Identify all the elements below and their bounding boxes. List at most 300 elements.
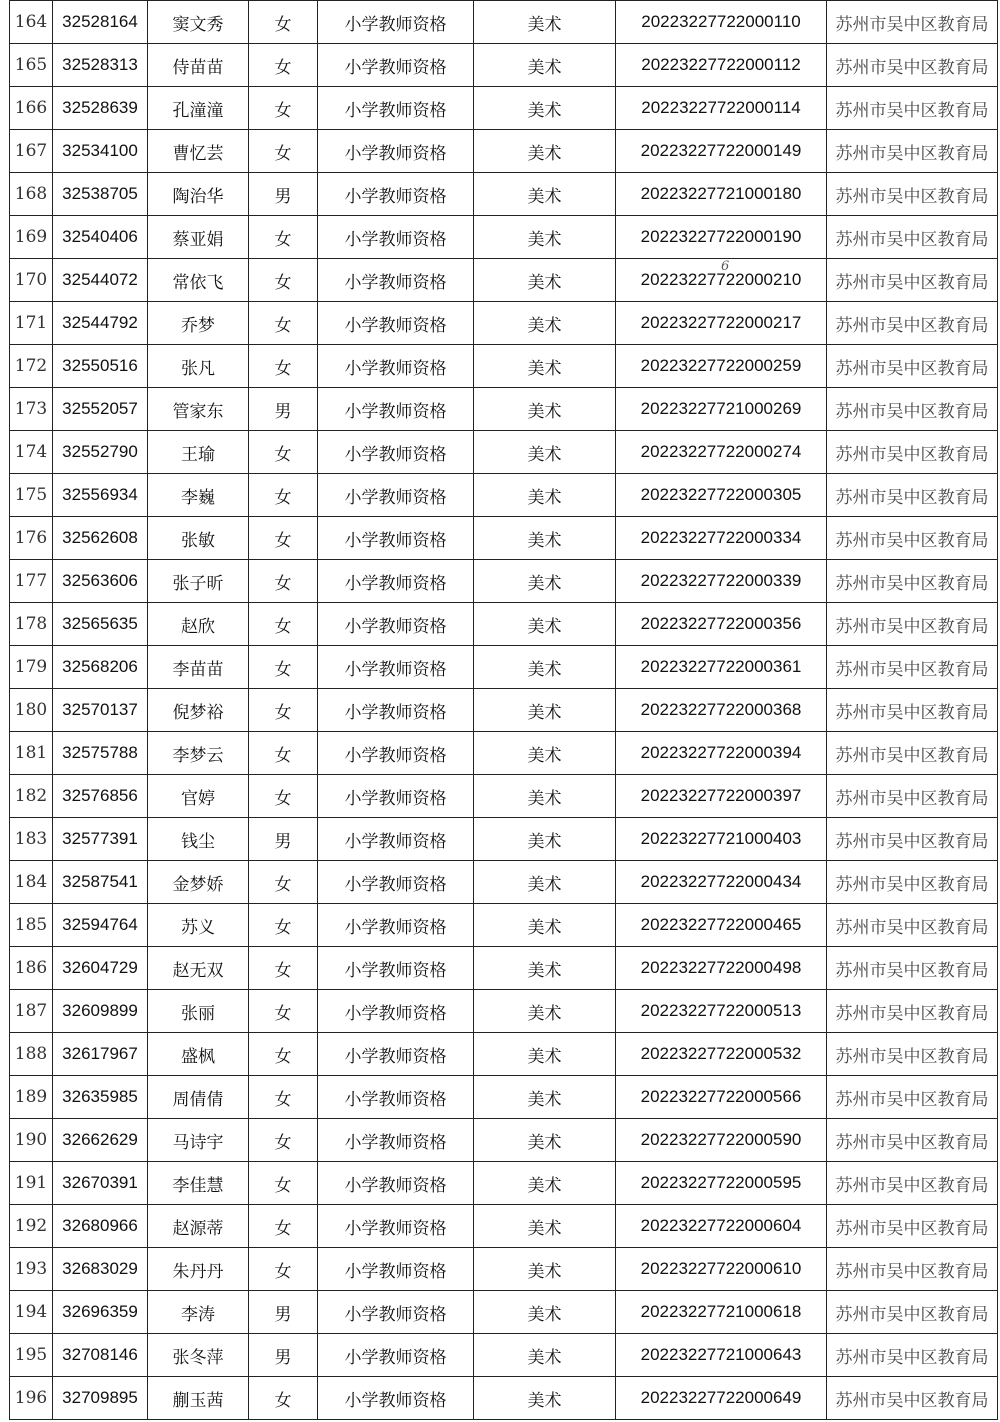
name-cell: 蔡亚娟 — [148, 216, 249, 259]
subject-cell: 美术 — [474, 560, 616, 603]
certificate-number-cell: 20223227722000114 — [616, 87, 827, 130]
row-number: 168 — [10, 173, 53, 216]
gender-cell: 女 — [249, 775, 318, 818]
name-cell: 赵欣 — [148, 603, 249, 646]
table-row — [10, 1033, 998, 1076]
name-cell: 官婷 — [148, 775, 249, 818]
gender-cell: 女 — [249, 1205, 318, 1248]
subject-cell: 美术 — [474, 1205, 616, 1248]
table-row — [10, 904, 998, 947]
subject-cell: 美术 — [474, 517, 616, 560]
name-cell: 张凡 — [148, 345, 249, 388]
subject-cell: 美术 — [474, 216, 616, 259]
certificate-number-cell: 20223227722000566 — [616, 1076, 827, 1119]
roster-table — [9, 0, 998, 1420]
certificate-number-cell: 20223227721000618 — [616, 1291, 827, 1334]
gender-cell: 女 — [249, 990, 318, 1033]
subject-cell: 美术 — [474, 818, 616, 861]
row-number: 167 — [10, 130, 53, 173]
gender-cell: 女 — [249, 517, 318, 560]
row-number: 186 — [10, 947, 53, 990]
qualification-cell: 小学教师资格 — [318, 947, 474, 990]
issuing-authority-cell: 苏州市吴中区教育局 — [827, 1033, 998, 1076]
name-cell: 常依飞 — [148, 259, 249, 302]
certificate-number-cell: 20223227722000217 — [616, 302, 827, 345]
subject-cell: 美术 — [474, 1334, 616, 1377]
exam-id-cell: 32552790 — [53, 431, 148, 474]
row-number: 176 — [10, 517, 53, 560]
qualification-cell: 小学教师资格 — [318, 1033, 474, 1076]
issuing-authority-cell: 苏州市吴中区教育局 — [827, 818, 998, 861]
name-cell: 钱尘 — [148, 818, 249, 861]
table-row — [10, 1291, 998, 1334]
exam-id-cell: 32696359 — [53, 1291, 148, 1334]
certificate-number-cell: 20223227722000356 — [616, 603, 827, 646]
table-row — [10, 732, 998, 775]
table-row — [10, 947, 998, 990]
row-number: 187 — [10, 990, 53, 1033]
gender-cell: 女 — [249, 947, 318, 990]
name-cell: 张冬萍 — [148, 1334, 249, 1377]
subject-cell: 美术 — [474, 861, 616, 904]
certificate-number-cell: 20223227722000210 — [616, 259, 827, 302]
table-row — [10, 44, 998, 87]
row-number: 180 — [10, 689, 53, 732]
subject-cell: 美术 — [474, 1248, 616, 1291]
gender-cell: 女 — [249, 861, 318, 904]
row-number: 166 — [10, 87, 53, 130]
subject-cell: 美术 — [474, 1033, 616, 1076]
subject-cell: 美术 — [474, 1377, 616, 1420]
qualification-cell: 小学教师资格 — [318, 732, 474, 775]
row-number: 188 — [10, 1033, 53, 1076]
gender-cell: 女 — [249, 345, 318, 388]
subject-cell: 美术 — [474, 990, 616, 1033]
table-row — [10, 259, 998, 302]
subject-cell: 美术 — [474, 947, 616, 990]
exam-id-cell: 32617967 — [53, 1033, 148, 1076]
exam-id-cell: 32604729 — [53, 947, 148, 990]
subject-cell: 美术 — [474, 87, 616, 130]
qualification-cell: 小学教师资格 — [318, 689, 474, 732]
subject-cell: 美术 — [474, 1291, 616, 1334]
row-number: 189 — [10, 1076, 53, 1119]
certificate-number-cell: 20223227722000604 — [616, 1205, 827, 1248]
exam-id-cell: 32544792 — [53, 302, 148, 345]
issuing-authority-cell: 苏州市吴中区教育局 — [827, 388, 998, 431]
certificate-number-cell: 20223227722000465 — [616, 904, 827, 947]
subject-cell: 美术 — [474, 130, 616, 173]
table-row — [10, 431, 998, 474]
row-number: 192 — [10, 1205, 53, 1248]
issuing-authority-cell: 苏州市吴中区教育局 — [827, 259, 998, 302]
subject-cell: 美术 — [474, 259, 616, 302]
name-cell: 李巍 — [148, 474, 249, 517]
exam-id-cell: 32544072 — [53, 259, 148, 302]
certificate-number-cell: 20223227722000649 — [616, 1377, 827, 1420]
issuing-authority-cell: 苏州市吴中区教育局 — [827, 1291, 998, 1334]
exam-id-cell: 32587541 — [53, 861, 148, 904]
table-row — [10, 1248, 998, 1291]
name-cell: 窦文秀 — [148, 1, 249, 44]
certificate-number-cell: 20223227722000532 — [616, 1033, 827, 1076]
exam-id-cell: 32609899 — [53, 990, 148, 1033]
certificate-number-cell: 20223227722000368 — [616, 689, 827, 732]
issuing-authority-cell: 苏州市吴中区教育局 — [827, 560, 998, 603]
qualification-cell: 小学教师资格 — [318, 861, 474, 904]
issuing-authority-cell: 苏州市吴中区教育局 — [827, 44, 998, 87]
gender-cell: 女 — [249, 130, 318, 173]
certificate-number-cell: 20223227722000595 — [616, 1162, 827, 1205]
exam-id-cell: 32577391 — [53, 818, 148, 861]
row-number: 185 — [10, 904, 53, 947]
name-cell: 张丽 — [148, 990, 249, 1033]
roster-body — [10, 1, 998, 1420]
table-row — [10, 1162, 998, 1205]
table-row — [10, 560, 998, 603]
gender-cell: 女 — [249, 302, 318, 345]
row-number: 178 — [10, 603, 53, 646]
gender-cell: 女 — [249, 474, 318, 517]
table-row — [10, 861, 998, 904]
row-number: 183 — [10, 818, 53, 861]
name-cell: 李梦云 — [148, 732, 249, 775]
issuing-authority-cell: 苏州市吴中区教育局 — [827, 216, 998, 259]
subject-cell: 美术 — [474, 775, 616, 818]
table-row — [10, 302, 998, 345]
certificate-number-cell: 20223227722000274 — [616, 431, 827, 474]
gender-cell: 女 — [249, 1076, 318, 1119]
exam-id-cell: 32680966 — [53, 1205, 148, 1248]
subject-cell: 美术 — [474, 1162, 616, 1205]
qualification-cell: 小学教师资格 — [318, 1, 474, 44]
certificate-number-cell: 20223227721000269 — [616, 388, 827, 431]
qualification-cell: 小学教师资格 — [318, 990, 474, 1033]
certificate-number-cell: 20223227722000394 — [616, 732, 827, 775]
table-row — [10, 345, 998, 388]
exam-id-cell: 32594764 — [53, 904, 148, 947]
row-number: 181 — [10, 732, 53, 775]
subject-cell: 美术 — [474, 1, 616, 44]
qualification-cell: 小学教师资格 — [318, 775, 474, 818]
issuing-authority-cell: 苏州市吴中区教育局 — [827, 173, 998, 216]
gender-cell: 女 — [249, 1119, 318, 1162]
subject-cell: 美术 — [474, 1119, 616, 1162]
certificate-number-cell: 20223227722000434 — [616, 861, 827, 904]
issuing-authority-cell: 苏州市吴中区教育局 — [827, 1248, 998, 1291]
exam-id-cell: 32662629 — [53, 1119, 148, 1162]
qualification-cell: 小学教师资格 — [318, 474, 474, 517]
row-number: 182 — [10, 775, 53, 818]
exam-id-cell: 32540406 — [53, 216, 148, 259]
qualification-cell: 小学教师资格 — [318, 1377, 474, 1420]
qualification-cell: 小学教师资格 — [318, 173, 474, 216]
qualification-cell: 小学教师资格 — [318, 603, 474, 646]
row-number: 190 — [10, 1119, 53, 1162]
gender-cell: 男 — [249, 1291, 318, 1334]
certificate-number-cell: 20223227721000403 — [616, 818, 827, 861]
name-cell: 赵源蒂 — [148, 1205, 249, 1248]
subject-cell: 美术 — [474, 689, 616, 732]
exam-id-cell: 32563606 — [53, 560, 148, 603]
table-row — [10, 818, 998, 861]
exam-id-cell: 32570137 — [53, 689, 148, 732]
issuing-authority-cell: 苏州市吴中区教育局 — [827, 732, 998, 775]
certificate-number-cell: 20223227722000190 — [616, 216, 827, 259]
exam-id-cell: 32528313 — [53, 44, 148, 87]
qualification-cell: 小学教师资格 — [318, 818, 474, 861]
table-row — [10, 1334, 998, 1377]
name-cell: 周倩倩 — [148, 1076, 249, 1119]
gender-cell: 女 — [249, 259, 318, 302]
subject-cell: 美术 — [474, 345, 616, 388]
name-cell: 王瑜 — [148, 431, 249, 474]
gender-cell: 女 — [249, 732, 318, 775]
table-row — [10, 990, 998, 1033]
row-number: 171 — [10, 302, 53, 345]
qualification-cell: 小学教师资格 — [318, 302, 474, 345]
issuing-authority-cell: 苏州市吴中区教育局 — [827, 904, 998, 947]
qualification-cell: 小学教师资格 — [318, 560, 474, 603]
qualification-cell: 小学教师资格 — [318, 1248, 474, 1291]
gender-cell: 女 — [249, 1248, 318, 1291]
row-number: 172 — [10, 345, 53, 388]
issuing-authority-cell: 苏州市吴中区教育局 — [827, 775, 998, 818]
exam-id-cell: 32576856 — [53, 775, 148, 818]
name-cell: 李佳慧 — [148, 1162, 249, 1205]
exam-id-cell: 32670391 — [53, 1162, 148, 1205]
table-row — [10, 1, 998, 44]
issuing-authority-cell: 苏州市吴中区教育局 — [827, 431, 998, 474]
table-row — [10, 775, 998, 818]
row-number: 173 — [10, 388, 53, 431]
name-cell: 陶治华 — [148, 173, 249, 216]
qualification-cell: 小学教师资格 — [318, 431, 474, 474]
issuing-authority-cell: 苏州市吴中区教育局 — [827, 302, 998, 345]
subject-cell: 美术 — [474, 388, 616, 431]
gender-cell: 女 — [249, 87, 318, 130]
qualification-cell: 小学教师资格 — [318, 646, 474, 689]
table-row — [10, 1205, 998, 1248]
table-row — [10, 1076, 998, 1119]
gender-cell: 女 — [249, 904, 318, 947]
name-cell: 倪梦裕 — [148, 689, 249, 732]
gender-cell: 男 — [249, 388, 318, 431]
name-cell: 侍苗苗 — [148, 44, 249, 87]
name-cell: 孔潼潼 — [148, 87, 249, 130]
table-row — [10, 474, 998, 517]
exam-id-cell: 32568206 — [53, 646, 148, 689]
name-cell: 金梦娇 — [148, 861, 249, 904]
issuing-authority-cell: 苏州市吴中区教育局 — [827, 1334, 998, 1377]
table-row — [10, 517, 998, 560]
issuing-authority-cell: 苏州市吴中区教育局 — [827, 1076, 998, 1119]
issuing-authority-cell: 苏州市吴中区教育局 — [827, 947, 998, 990]
qualification-cell: 小学教师资格 — [318, 1119, 474, 1162]
gender-cell: 女 — [249, 431, 318, 474]
certificate-number-cell: 20223227722000610 — [616, 1248, 827, 1291]
table-row — [10, 1119, 998, 1162]
exam-id-cell: 32562608 — [53, 517, 148, 560]
certificate-number-cell: 20223227722000110 — [616, 1, 827, 44]
row-number: 170 — [10, 259, 53, 302]
exam-id-cell: 32635985 — [53, 1076, 148, 1119]
row-number: 175 — [10, 474, 53, 517]
row-number: 179 — [10, 646, 53, 689]
gender-cell: 男 — [249, 173, 318, 216]
issuing-authority-cell: 苏州市吴中区教育局 — [827, 1205, 998, 1248]
table-row — [10, 689, 998, 732]
issuing-authority-cell: 苏州市吴中区教育局 — [827, 517, 998, 560]
name-cell: 盛枫 — [148, 1033, 249, 1076]
certificate-number-cell: 20223227722000397 — [616, 775, 827, 818]
certificate-number-cell: 20223227722000334 — [616, 517, 827, 560]
certificate-number-cell: 20223227722000149 — [616, 130, 827, 173]
certificate-number-cell: 20223227722000112 — [616, 44, 827, 87]
name-cell: 苏义 — [148, 904, 249, 947]
table-row — [10, 388, 998, 431]
certificate-number-cell: 20223227722000305 — [616, 474, 827, 517]
page-mark: 6 — [721, 259, 730, 274]
issuing-authority-cell: 苏州市吴中区教育局 — [827, 646, 998, 689]
exam-id-cell: 32550516 — [53, 345, 148, 388]
row-number: 165 — [10, 44, 53, 87]
issuing-authority-cell: 苏州市吴中区教育局 — [827, 1377, 998, 1420]
exam-id-cell: 32708146 — [53, 1334, 148, 1377]
qualification-cell: 小学教师资格 — [318, 1076, 474, 1119]
row-number: 195 — [10, 1334, 53, 1377]
qualification-cell: 小学教师资格 — [318, 1291, 474, 1334]
gender-cell: 男 — [249, 1334, 318, 1377]
row-number: 169 — [10, 216, 53, 259]
issuing-authority-cell: 苏州市吴中区教育局 — [827, 345, 998, 388]
table-row — [10, 87, 998, 130]
exam-id-cell: 32528164 — [53, 1, 148, 44]
name-cell: 赵无双 — [148, 947, 249, 990]
row-number: 194 — [10, 1291, 53, 1334]
exam-id-cell: 32538705 — [53, 173, 148, 216]
gender-cell: 女 — [249, 1, 318, 44]
table-row — [10, 173, 998, 216]
exam-id-cell: 32709895 — [53, 1377, 148, 1420]
issuing-authority-cell: 苏州市吴中区教育局 — [827, 990, 998, 1033]
qualification-cell: 小学教师资格 — [318, 44, 474, 87]
issuing-authority-cell: 苏州市吴中区教育局 — [827, 689, 998, 732]
gender-cell: 女 — [249, 1033, 318, 1076]
gender-cell: 女 — [249, 603, 318, 646]
issuing-authority-cell: 苏州市吴中区教育局 — [827, 130, 998, 173]
subject-cell: 美术 — [474, 1076, 616, 1119]
qualification-cell: 小学教师资格 — [318, 1162, 474, 1205]
table-row — [10, 130, 998, 173]
qualification-cell: 小学教师资格 — [318, 388, 474, 431]
qualification-cell: 小学教师资格 — [318, 904, 474, 947]
qualification-cell: 小学教师资格 — [318, 259, 474, 302]
subject-cell: 美术 — [474, 44, 616, 87]
name-cell: 曹忆芸 — [148, 130, 249, 173]
subject-cell: 美术 — [474, 474, 616, 517]
qualification-cell: 小学教师资格 — [318, 517, 474, 560]
row-number: 174 — [10, 431, 53, 474]
qualification-cell: 小学教师资格 — [318, 1334, 474, 1377]
gender-cell: 女 — [249, 216, 318, 259]
row-number: 177 — [10, 560, 53, 603]
certificate-number-cell: 20223227722000259 — [616, 345, 827, 388]
name-cell: 管家东 — [148, 388, 249, 431]
certificate-number-cell: 20223227722000590 — [616, 1119, 827, 1162]
qualification-cell: 小学教师资格 — [318, 130, 474, 173]
subject-cell: 美术 — [474, 603, 616, 646]
table-row — [10, 646, 998, 689]
gender-cell: 男 — [249, 818, 318, 861]
gender-cell: 女 — [249, 44, 318, 87]
issuing-authority-cell: 苏州市吴中区教育局 — [827, 87, 998, 130]
issuing-authority-cell: 苏州市吴中区教育局 — [827, 1119, 998, 1162]
name-cell: 乔梦 — [148, 302, 249, 345]
subject-cell: 美术 — [474, 646, 616, 689]
certificate-number-cell: 20223227721000643 — [616, 1334, 827, 1377]
name-cell: 李苗苗 — [148, 646, 249, 689]
name-cell: 蒯玉茜 — [148, 1377, 249, 1420]
gender-cell: 女 — [249, 646, 318, 689]
row-number: 184 — [10, 861, 53, 904]
name-cell: 马诗宇 — [148, 1119, 249, 1162]
table-row — [10, 603, 998, 646]
gender-cell: 女 — [249, 1377, 318, 1420]
table-row — [10, 1377, 998, 1420]
certificate-number-cell: 20223227722000498 — [616, 947, 827, 990]
name-cell: 张子昕 — [148, 560, 249, 603]
qualification-cell: 小学教师资格 — [318, 87, 474, 130]
exam-id-cell: 32575788 — [53, 732, 148, 775]
name-cell: 李涛 — [148, 1291, 249, 1334]
row-number: 164 — [10, 1, 53, 44]
row-number: 191 — [10, 1162, 53, 1205]
row-number: 196 — [10, 1377, 53, 1420]
exam-id-cell: 32556934 — [53, 474, 148, 517]
qualification-cell: 小学教师资格 — [318, 1205, 474, 1248]
row-number: 193 — [10, 1248, 53, 1291]
subject-cell: 美术 — [474, 302, 616, 345]
issuing-authority-cell: 苏州市吴中区教育局 — [827, 603, 998, 646]
name-cell: 张敏 — [148, 517, 249, 560]
subject-cell: 美术 — [474, 732, 616, 775]
subject-cell: 美术 — [474, 904, 616, 947]
qualification-cell: 小学教师资格 — [318, 216, 474, 259]
issuing-authority-cell: 苏州市吴中区教育局 — [827, 1, 998, 44]
exam-id-cell: 32552057 — [53, 388, 148, 431]
issuing-authority-cell: 苏州市吴中区教育局 — [827, 474, 998, 517]
issuing-authority-cell: 苏州市吴中区教育局 — [827, 861, 998, 904]
gender-cell: 女 — [249, 689, 318, 732]
subject-cell: 美术 — [474, 431, 616, 474]
exam-id-cell: 32565635 — [53, 603, 148, 646]
gender-cell: 女 — [249, 560, 318, 603]
gender-cell: 女 — [249, 1162, 318, 1205]
qualification-cell: 小学教师资格 — [318, 345, 474, 388]
table-row — [10, 216, 998, 259]
certificate-number-cell: 20223227722000339 — [616, 560, 827, 603]
certificate-number-cell: 20223227721000180 — [616, 173, 827, 216]
certificate-number-cell: 20223227722000361 — [616, 646, 827, 689]
exam-id-cell: 32683029 — [53, 1248, 148, 1291]
issuing-authority-cell: 苏州市吴中区教育局 — [827, 1162, 998, 1205]
subject-cell: 美术 — [474, 173, 616, 216]
exam-id-cell: 32528639 — [53, 87, 148, 130]
name-cell: 朱丹丹 — [148, 1248, 249, 1291]
exam-id-cell: 32534100 — [53, 130, 148, 173]
certificate-number-cell: 20223227722000513 — [616, 990, 827, 1033]
